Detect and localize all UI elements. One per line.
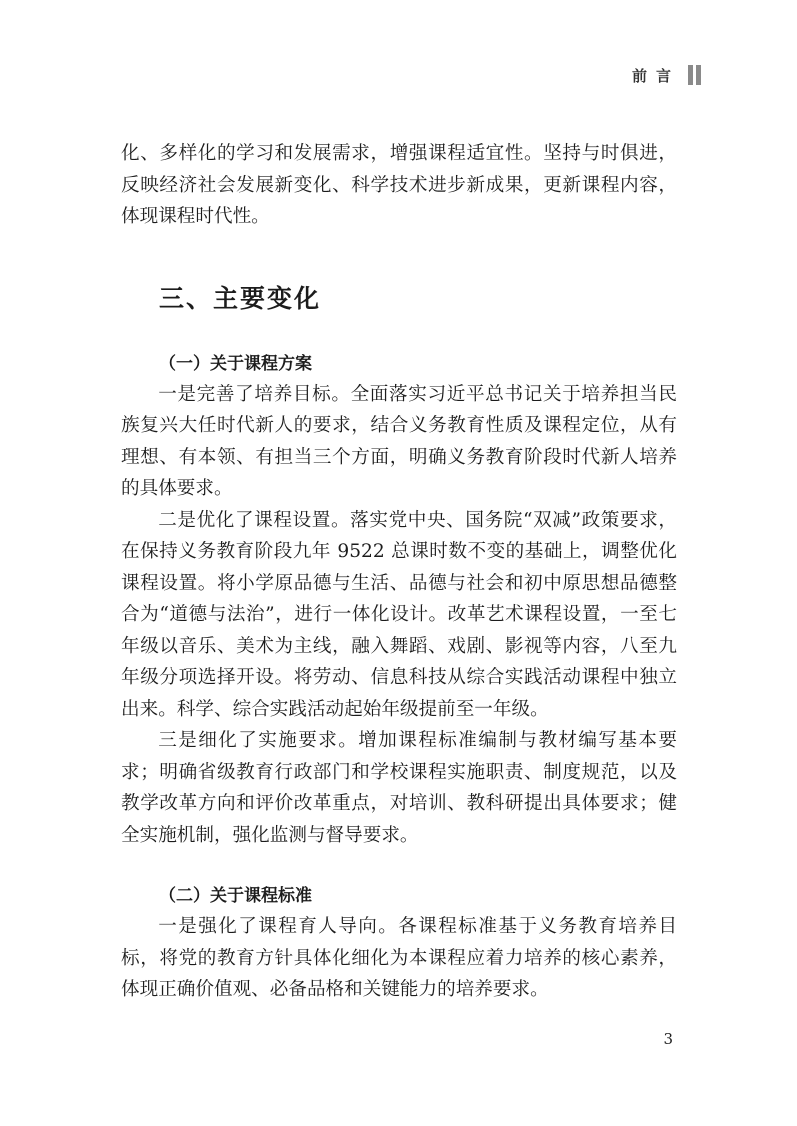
paragraph-3: 三是细化了实施要求。增加课程标准编制与教材编写基本要求；明确省级教育行政部门和学校课程实施职责、制度规范，以及教学改革方向和评价改革重点，对培训、教科研提出具体要求；健全实施机制，强化监测与督导要求。 <box>121 730 677 846</box>
running-header <box>632 62 701 88</box>
header-bars-decoration <box>688 65 701 85</box>
paragraph-4: 一是强化了课程育人导向。各课程标准基于义务教育培养目标，将党的教育方针具体化细化为本课程应着力培养的核心素养，体现正确价值观、必备品格和关键能力的培养要求。 <box>121 916 677 1000</box>
paragraph-1: 一是完善了培养目标。全面落实习近平总书记关于培养担当民族复兴大任时代新人的要求，结合义务教育性质及课程定位，从有理想、有本领、有担当三个方面，明确义务教育阶段时代新人培养的具体要求。 <box>121 383 677 499</box>
page-content <box>121 138 677 1006</box>
section-heading: 三、主要变化 <box>159 283 322 313</box>
page-number: 3 <box>663 1030 673 1048</box>
paragraph-2: 二是优化了课程设置。落实党中央、国务院“双减”政策要求，在保持义务教育阶段九年 9522 总课时数不变的基础上，调整优化课程设置。将小学原品德与生活、品德与社会和初中原思想品德整合为“道德与法治”，进行一体化设计。改革艺术课程设置，一至七年级以音乐、美术为主线，融入舞蹈、戏剧、影视等内容，八至九年级分项选择开设。将劳动、信息科技从综合实践活动课程中独立出来。科学、综合实践活动起始年级提前至一年级。 <box>121 509 677 720</box>
subsection-heading-2: （二）关于课程标准 <box>159 886 312 906</box>
subsection-heading-1: （一）关于课程方案 <box>159 353 312 374</box>
intro-paragraph: 化、多样化的学习和发展需求，增强课程适宜性。坚持与时俱进，反映经济社会发展新变化、科学技术进步新成果，更新课程内容，体现课程时代性。 <box>121 143 677 227</box>
header-title: 前言 <box>631 66 680 85</box>
